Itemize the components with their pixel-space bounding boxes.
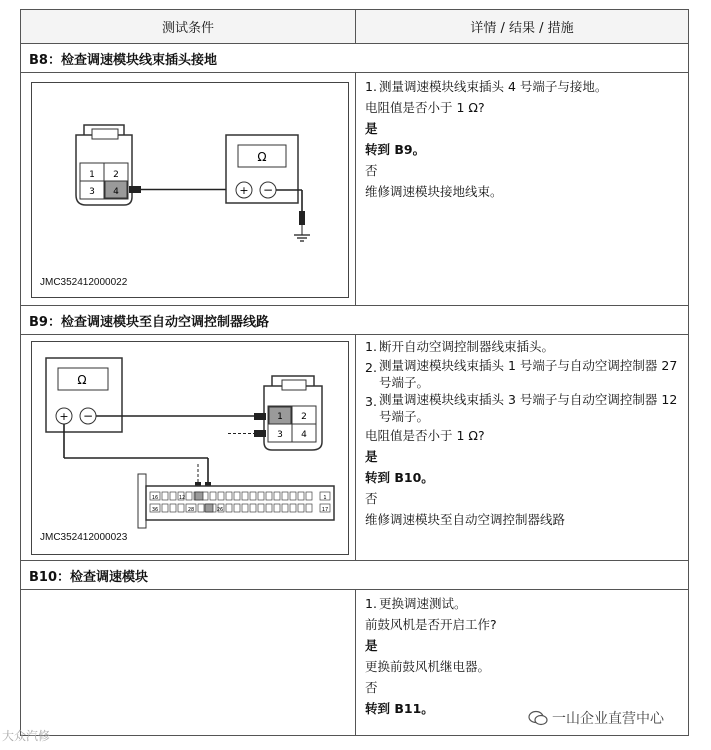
b9-step-2: 2. 测量调速模块线束插头 1 号端子与自动空调控制器 27 号端子。	[365, 358, 678, 390]
b10-no-label: 否	[365, 680, 378, 695]
diagnostic-table	[20, 9, 689, 736]
svg-text:+: +	[239, 184, 249, 197]
b9-harness-connector	[228, 376, 322, 450]
b8-yes-label: 是	[365, 121, 378, 136]
section-title-b8: B8：检查调速模块线束插头接地	[29, 52, 217, 68]
b8-pin-3: 3	[89, 187, 95, 197]
b9-wiring-diagram	[32, 342, 348, 554]
b8-pin-1: 1	[89, 170, 95, 180]
b8-yes-action: 转到 B9。	[365, 142, 426, 157]
b9-ecu-pin-36: 36	[151, 507, 159, 513]
b8-question: 电阻值是否小于 1 Ω?	[365, 100, 485, 115]
b9-ecu-pin-28: 28	[187, 507, 195, 513]
ground-icon	[294, 235, 310, 241]
b8-test-probe	[129, 186, 240, 193]
b9-yes-label: 是	[365, 449, 378, 464]
figure-b8	[31, 82, 349, 298]
svg-text:+: +	[59, 410, 69, 423]
wechat-icon	[528, 710, 548, 726]
b8-harness-connector	[76, 125, 132, 205]
b10-details	[365, 593, 685, 719]
figure-b9	[31, 341, 349, 555]
b9-pin-4: 4	[301, 430, 307, 440]
b8-step-1: 1. 测量调速模块线束插头 4 号端子与接地。	[365, 79, 608, 94]
b8-details	[365, 76, 685, 202]
section-title-b9: B9：检查调速模块至自动空调控制器线路	[29, 314, 269, 330]
b9-details	[365, 336, 685, 530]
b9-no-action: 维修调速模块至自动空调控制器线路	[365, 512, 566, 527]
b8-ohm-symbol: Ω	[257, 150, 267, 164]
b9-pin-2: 2	[301, 412, 307, 422]
svg-text:−: −	[82, 409, 94, 423]
b10-step-1: 1. 更换调速测试。	[365, 596, 467, 611]
b8-pin-2: 2	[113, 170, 119, 180]
watermark-right-text: 一山企业直营中心	[552, 711, 664, 727]
b9-step-1: 1. 断开自动空调控制器线束插头。	[365, 339, 555, 354]
b9-ohmmeter	[46, 358, 122, 432]
b10-no-action: 转到 B11。	[365, 701, 434, 716]
b9-pin-3: 3	[277, 430, 283, 440]
b9-ecu-pin-16: 16	[151, 495, 159, 501]
b10-yes-action: 更换前鼓风机继电器。	[365, 659, 491, 674]
b9-no-label: 否	[365, 491, 378, 506]
b9-step-3: 3. 测量调速模块线束插头 3 号端子与自动空调控制器 12 号端子。	[365, 392, 678, 424]
b8-no-action: 维修调速模块接地线束。	[365, 184, 503, 199]
b8-wiring-diagram	[32, 83, 348, 297]
watermark-right	[528, 708, 664, 728]
b9-ohm-symbol: Ω	[77, 373, 87, 387]
b9-yes-action: 转到 B10。	[365, 470, 434, 485]
section-title-b10: B10：检查调速模块	[29, 569, 148, 585]
b9-question: 电阻值是否小于 1 Ω?	[365, 428, 485, 443]
b10-yes-label: 是	[365, 638, 378, 653]
b8-pin-4: 4	[113, 187, 119, 197]
b9-ecu-pin-17: 17	[321, 507, 329, 513]
b10-question: 前鼓风机是否开启工作?	[365, 617, 497, 632]
header-details: 详情 / 结果 / 措施	[356, 10, 688, 43]
b9-figure-code: JMC352412000023	[40, 532, 128, 543]
b8-no-label: 否	[365, 163, 378, 178]
svg-text:−: −	[262, 183, 274, 197]
header-test-condition: 测试条件	[21, 10, 355, 43]
b8-figure-code: JMC352412000022	[40, 277, 128, 288]
b9-ecu-pin-26: 26	[216, 507, 224, 513]
b9-pin-1: 1	[277, 412, 283, 422]
b9-ecu-connector	[138, 474, 334, 528]
b9-ecu-pin-12: 12	[178, 495, 186, 501]
b9-ecu-pin-1: 1	[323, 495, 327, 501]
watermark-left: 大众汽修	[2, 729, 51, 743]
b8-ohmmeter	[226, 135, 298, 203]
